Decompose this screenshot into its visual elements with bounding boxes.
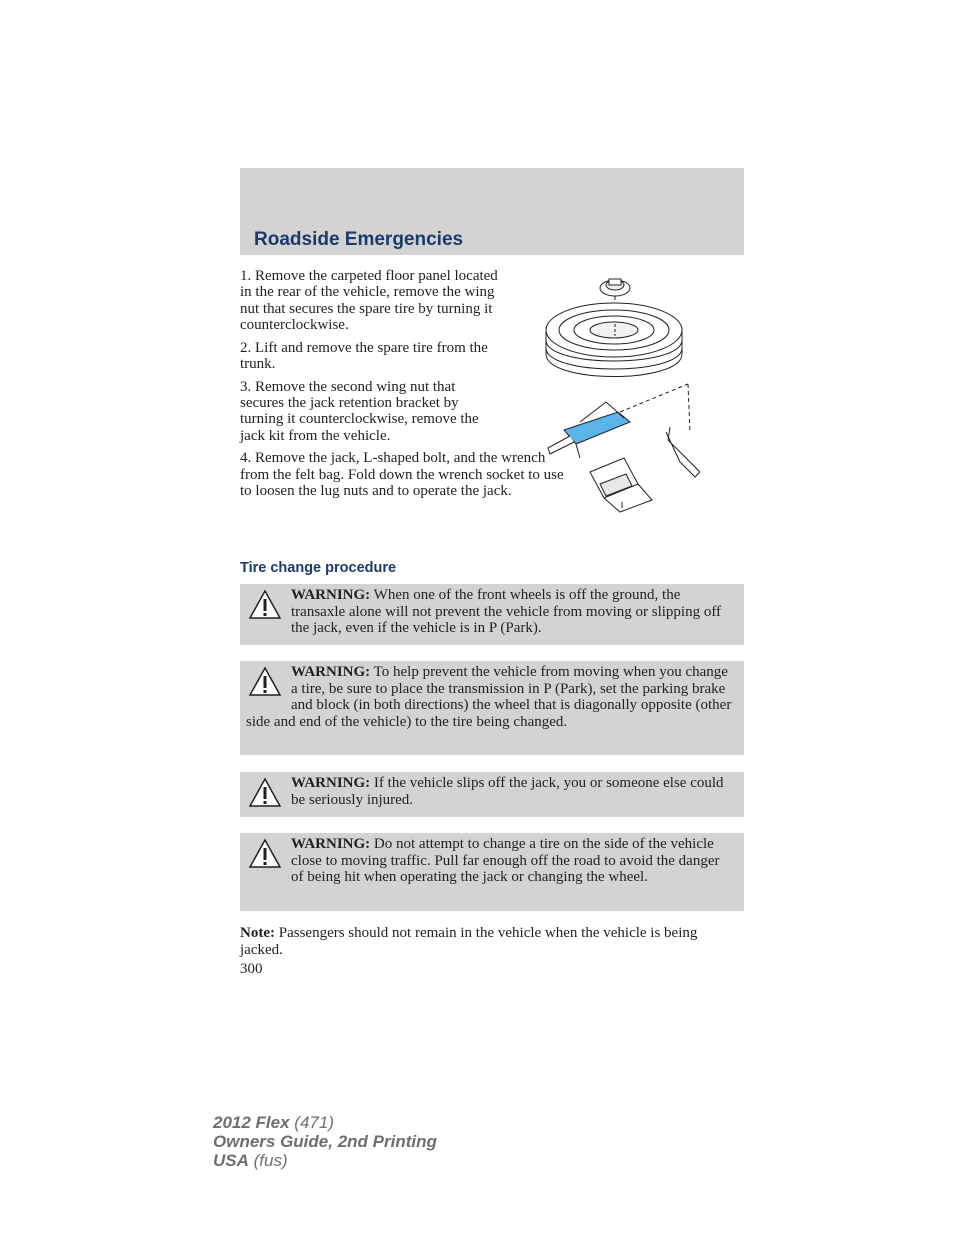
warning-text: Do not attempt to change a tire on the side of the vehicle close to moving traffic. Pull far enough off the road to avoid the danger of being hit when operating the jack or changing the wheel. <box>291 836 720 885</box>
warning-box-4 <box>240 833 744 911</box>
page-number: 300 <box>240 961 263 977</box>
warning-box-1 <box>240 584 744 645</box>
section-header <box>240 168 744 255</box>
warning-triangle-icon <box>248 666 282 698</box>
steps-list <box>240 268 570 506</box>
step-2: 2. Lift and remove the spare tire from the trunk. <box>240 339 488 372</box>
footer-guide: Owners Guide, 2nd Printing <box>213 1132 437 1151</box>
step-4-text: 4. Remove the jack, L-shaped bolt, and the wrench from the felt bag. Fold down the wrench socket to use to loosen the lug nuts and to operate the jack. <box>240 450 564 500</box>
warning-text: To help prevent the vehicle from moving when you change a tire, be sure to place the transmission in P (Park), set the parking brake and block (in both directions) the wheel that is diagonally opposite (other side and end of the vehicle) to the tire being changed. <box>246 664 732 730</box>
warning-text: If the vehicle slips off the jack, you or someone else could be seriously injured. <box>291 775 724 808</box>
page-title: Roadside Emergencies <box>254 229 464 250</box>
step-3: 3. Remove the second wing nut that secures the jack retention bracket by turning it counterclockwise, remove the jack kit from the vehicle. <box>240 378 479 444</box>
warning-box-2 <box>240 661 744 755</box>
footer-model-code: (471) <box>294 1113 334 1132</box>
step-4 <box>240 450 570 499</box>
warning-label: WARNING: <box>291 664 371 680</box>
document-footer <box>213 1113 437 1170</box>
note-text: Passengers should not remain in the vehicle when the vehicle is being jacked. <box>240 925 698 958</box>
warning-box-3 <box>240 772 744 817</box>
note-label: Note: <box>240 925 275 941</box>
warning-triangle-icon <box>248 838 282 870</box>
spare-tire-jack-illustration <box>540 272 700 522</box>
warning-triangle-icon <box>248 777 282 809</box>
step-1: 1. Remove the carpeted floor panel located in the rear of the vehicle, remove the wing nut that secures the spare tire by turning it counterclockwise. <box>240 268 498 333</box>
note-paragraph <box>240 925 740 958</box>
warning-label: WARNING: <box>291 775 371 791</box>
warning-triangle-icon <box>248 589 282 621</box>
warning-text: When one of the front wheels is off the ground, the transaxle alone will not prevent the vehicle from moving or slipping off the jack, even if the vehicle is in P (Park). <box>291 587 722 636</box>
footer-region-code: (fus) <box>253 1151 288 1170</box>
footer-region: USA <box>213 1151 249 1170</box>
section-title: Tire change procedure <box>240 560 397 576</box>
footer-model: 2012 Flex <box>213 1113 290 1132</box>
warning-label: WARNING: <box>291 587 371 603</box>
warning-label: WARNING: <box>291 836 371 852</box>
